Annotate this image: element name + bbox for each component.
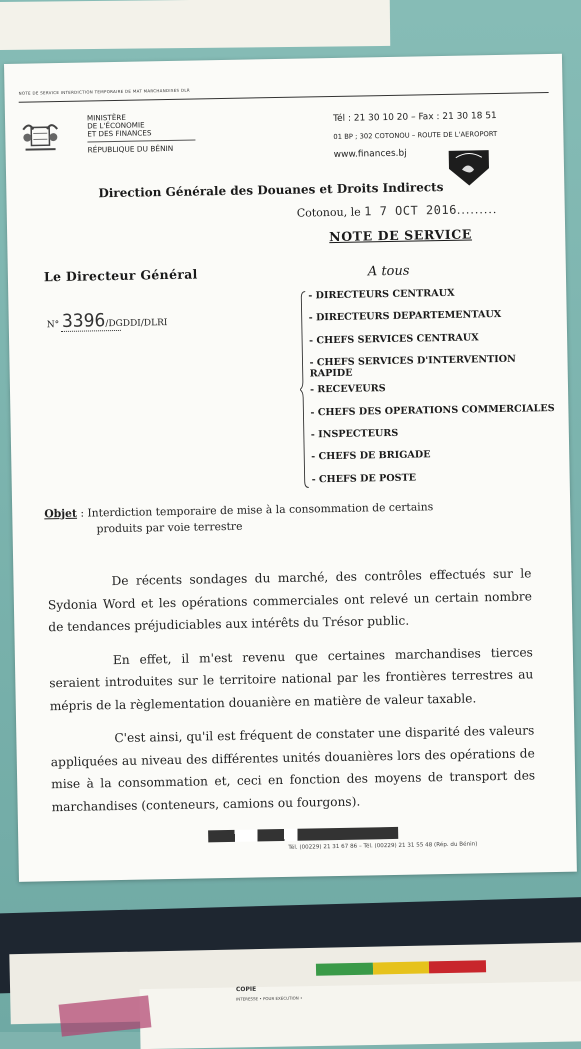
number-underline xyxy=(61,330,121,332)
subject-text-2: produits par voie terrestre xyxy=(96,519,243,536)
number-handwritten: 3396 xyxy=(61,310,106,332)
director-title: Le Directeur Général xyxy=(43,266,198,285)
recipient-item: - DIRECTEURS CENTRAUX xyxy=(308,287,455,302)
recipients-list xyxy=(308,286,556,497)
website-link[interactable]: www.finances.bj xyxy=(333,148,407,160)
ministry-name: MINISTÈRE DE L'ÉCONOMIE ET DES FINANCES xyxy=(86,112,152,139)
copy-note: INTERESSE • POUR EXECUTION • xyxy=(235,995,303,1002)
postal-address: 01 BP ; 302 COTONOU – ROUTE DE L'AEROPORT xyxy=(333,129,498,141)
subject-label: Objet xyxy=(44,506,78,521)
place-date: Cotonou, le 1 7 OCT 2016......... xyxy=(296,202,498,220)
to-all-label: A tous xyxy=(367,263,410,280)
subject-text-1: : Interdiction temporaire de mise à la consommation de certains xyxy=(80,500,434,520)
redaction-bar xyxy=(208,827,398,842)
recipient-item: - RECEVEURS xyxy=(309,383,386,396)
copy-label: COPIE xyxy=(235,985,257,994)
service-note-document xyxy=(4,54,577,882)
date-handwritten: 1 7 OCT 2016 xyxy=(364,202,457,219)
note-title: NOTE DE SERVICE xyxy=(329,226,473,245)
paragraph: De récents sondages du marché, des contrôles effectués sur le Sydonia Word et les opérations commerciales ont relevé un certain nombre de tendances préjudiciables aux intérêts du Trésor public. xyxy=(47,566,532,635)
recipient-item: - CHEFS SERVICES D'INTERVENTION RAPIDE xyxy=(309,353,516,380)
reference-number: N° 3396/DGDDI/DLRI xyxy=(46,310,168,332)
recipient-item: - CHEFS SERVICES CENTRAUX xyxy=(309,332,479,347)
paragraph: En effet, il m'est revenu que certaines marchandises tierces seraient introduites sur le territoire national par les frontières terrestres au mépris de la règlementation douanière en matière de valeur taxable. xyxy=(49,644,534,713)
body-text xyxy=(47,562,536,829)
background-sheet-top xyxy=(0,0,390,50)
recipient-item: - DIRECTEURS DEPARTEMENTAUX xyxy=(308,309,502,324)
recipient-item: - INSPECTEURS xyxy=(310,427,399,441)
republic-name: RÉPUBLIQUE DU BÉNIN xyxy=(87,143,174,155)
recipient-item: - CHEFS DE BRIGADE xyxy=(311,449,431,463)
recipient-item: - CHEFS DES OPERATIONS COMMERCIALES xyxy=(310,402,555,419)
directorate-title: Direction Générale des Douanes et Droits Indirects xyxy=(98,179,444,201)
phone-fax: Tél : 21 30 10 20 – Fax : 21 30 18 51 xyxy=(332,110,497,124)
coat-of-arms-icon xyxy=(19,119,62,158)
customs-badge-icon xyxy=(446,147,493,188)
subject-line xyxy=(44,498,525,539)
footer-contact: Tél. (00229) 21 31 67 86 – Tél. (00229) 21 31 55 48 (Rép. du Bénin) xyxy=(288,841,478,851)
recipient-item: - CHEFS DE POSTE xyxy=(311,472,417,486)
paragraph: C'est ainsi, qu'il est fréquent de constater une disparité des valeurs appliquées au niveau des différentes unités douanières lors des opérations de mise à la consommation et, ceci en fonction des moyens de transport des marchandises (conteneurs, camions ou fourgons). xyxy=(50,723,536,814)
header-strip: NOTE DE SERVICE INTERDICTION TEMPORAIRE DE MAT MARCHANDISES DLR xyxy=(18,87,190,96)
background-sheet-copy xyxy=(140,981,581,1049)
ministry-divider xyxy=(87,140,195,143)
